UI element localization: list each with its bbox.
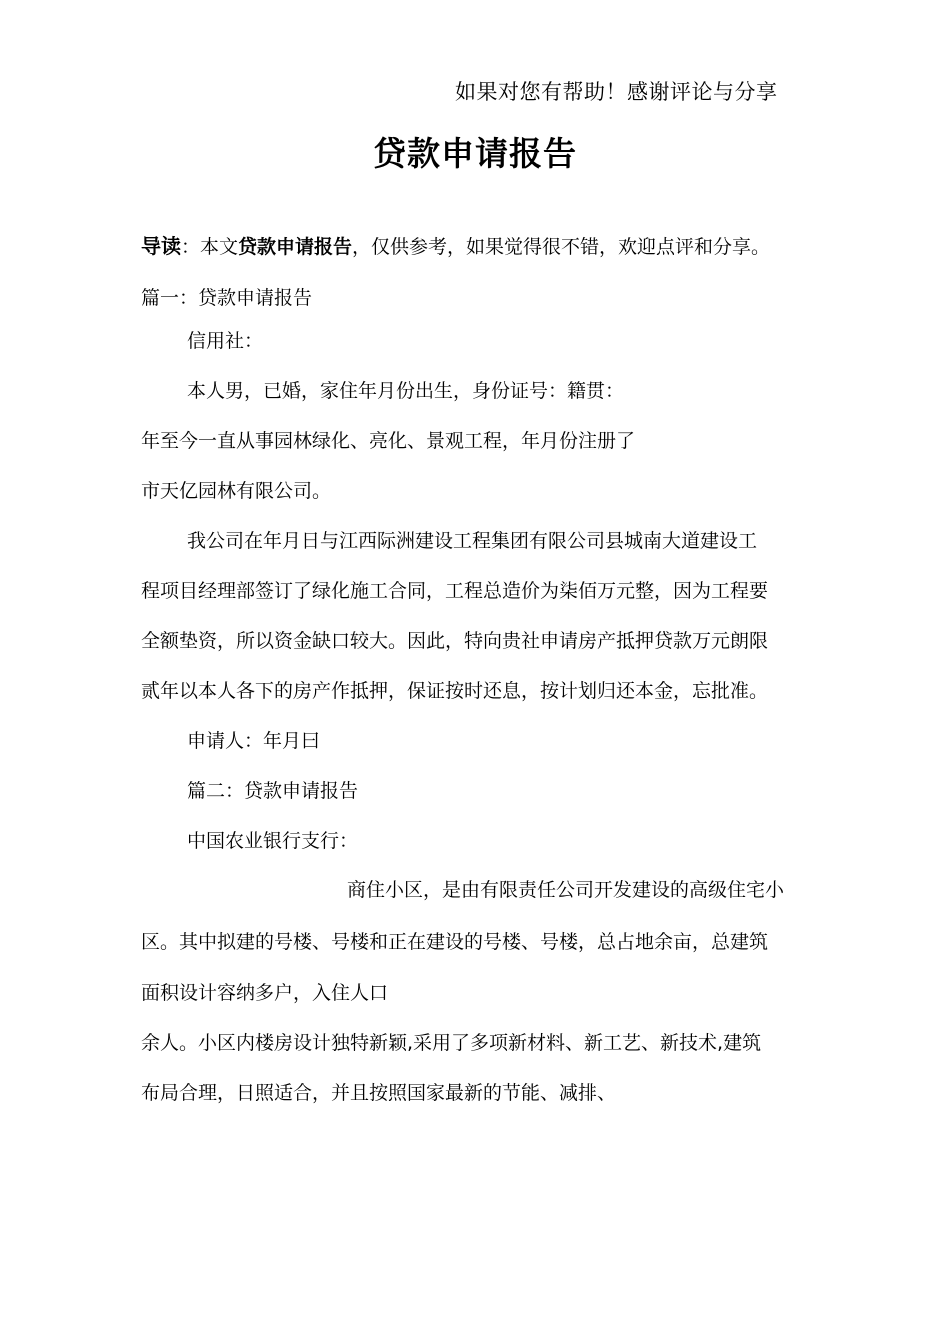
body-line: 布局合理，日照适合，并且按照国家最新的节能、减排、 (141, 1082, 617, 1104)
intro-bold-title: 贷款申请报告 (238, 236, 353, 258)
body-line: 年至今一直从事园林绿化、亮化、景观工程，年月份注册了 (141, 430, 636, 452)
body-line: 全额垫资，所以资金缺口较大。因此，特向贵社申请房产抵押贷款万元朗限 (141, 630, 769, 652)
body-line: 贰年以本人各下的房产作抵押，保证按时还息，按计划归还本金，忘批准。 (141, 680, 769, 702)
header-note: 如果对您有帮助！感谢评论与分享 (455, 80, 778, 104)
signature-line: 申请人：年月曰 (187, 730, 321, 752)
intro-colon: ：本文 (181, 236, 239, 258)
intro-rest: ，仅供参考，如果觉得很不错，欢迎点评和分享。 (352, 236, 771, 258)
salutation-1: 信用社： (187, 330, 264, 352)
page-title: 贷款申请报告 (373, 134, 577, 173)
body-line: 市天亿园林有限公司。 (141, 480, 332, 502)
body-line: 商住小区，是由有限责任公司开发建设的高级住宅小 (347, 879, 785, 901)
body-line: 区。其中拟建的号楼、号楼和正在建设的号楼、号楼，总占地余亩，总建筑 (141, 931, 769, 953)
body-line: 我公司在年月日与江西际洲建设工程集团有限公司县城南大道建设工 (187, 530, 758, 552)
body-line: 面积设计容纳多户，入住人口 (141, 982, 389, 1004)
intro-lead: 导读 (141, 234, 181, 258)
intro-paragraph (141, 234, 770, 259)
section-heading-1: 篇一：贷款申请报告 (141, 287, 313, 309)
body-line: 本人男，已婚，家住年月份出生，身份证号：籍贯： (187, 380, 625, 402)
body-line: 余人。小区内楼房设计独特新颖,采用了多项新材料、新工艺、新技术,建筑 (141, 1032, 762, 1054)
body-line: 程项目经理部签订了绿化施工合同，工程总造价为柒佰万元整，因为工程要 (141, 580, 769, 602)
salutation-2: 中国农业银行支行： (187, 830, 359, 852)
section-heading-2: 篇二：贷款申请报告 (187, 780, 359, 802)
